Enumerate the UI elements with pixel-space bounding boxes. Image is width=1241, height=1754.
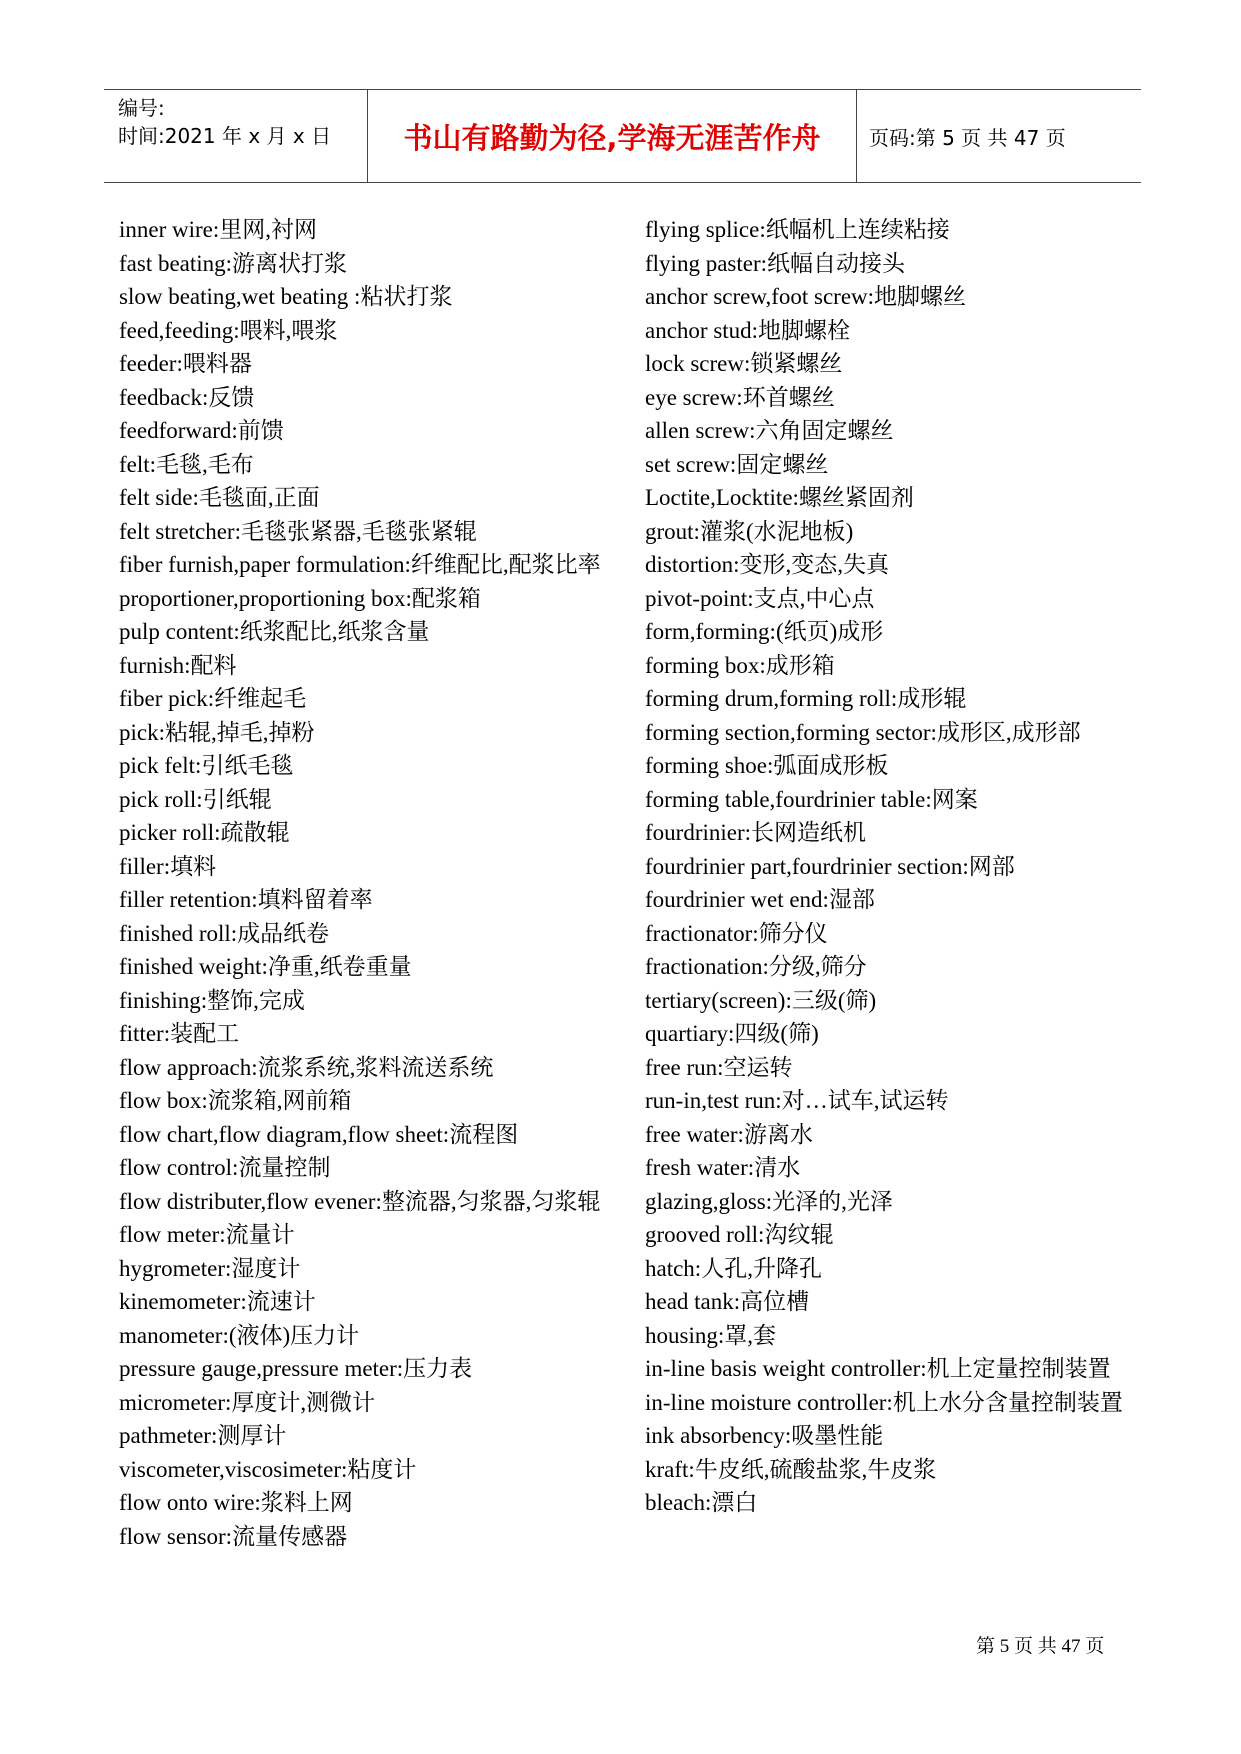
glossary-entry: flow distributer,flow evener:整流器,匀浆器,匀浆辊: [119, 1188, 601, 1214]
glossary-entry: allen screw:六角固定螺丝: [645, 418, 894, 443]
glossary-entry: grout:灌浆(水泥地板): [645, 518, 854, 544]
glossary-entry: feedback:反馈: [119, 384, 255, 410]
glossary-entry: kinemometer:流速计: [119, 1289, 316, 1314]
glossary-entry: hatch:人孔,升降孔: [645, 1255, 822, 1281]
glossary-entry: head tank:高位槽: [645, 1289, 810, 1314]
glossary-entry: flow box:流浆箱,网前箱: [119, 1088, 352, 1113]
glossary-entry: fiber furnish,paper formulation:纤维配比,配浆比率: [119, 552, 601, 577]
glossary-entry: run-in,test run:对…试车,试运转: [645, 1088, 949, 1113]
glossary-entry: manometer:(液体)压力计: [119, 1322, 360, 1348]
glossary-entry: glazing,gloss:光泽的,光泽: [645, 1188, 893, 1214]
glossary-entry: micrometer:厚度计,测微计: [119, 1389, 376, 1415]
glossary-entry: flow chart,flow diagram,flow sheet:流程图: [119, 1121, 519, 1147]
glossary-entry: housing:罩,套: [645, 1322, 776, 1348]
glossary-entry: distortion:变形,变态,失真: [645, 552, 890, 577]
glossary-entry: proportioner,proportioning box:配浆箱: [119, 585, 481, 611]
glossary-entry: lock screw:锁紧螺丝: [645, 351, 843, 376]
glossary-entry: fresh water:清水: [645, 1155, 801, 1180]
glossary-entry: fast beating:游离状打浆: [119, 250, 348, 276]
number-label: 编号:: [118, 96, 165, 120]
glossary-entry: filler:填料: [119, 853, 217, 879]
motto: 书山有路勤为径,学海无涯苦作舟: [367, 90, 857, 182]
glossary-entry: finished roll:成品纸卷: [119, 920, 330, 946]
glossary-entry: bleach:漂白: [645, 1490, 758, 1515]
glossary-entry: pulp content:纸浆配比,纸浆含量: [119, 619, 430, 644]
glossary-entry: felt:毛毯,毛布: [119, 451, 254, 477]
glossary-entry: hygrometer:湿度计: [119, 1255, 301, 1281]
glossary-entry: free water:游离水: [645, 1121, 813, 1147]
glossary-entry: feedforward:前馈: [119, 418, 284, 443]
glossary-entry: feed,feeding:喂料,喂浆: [119, 317, 338, 343]
glossary-entry: viscometer,viscosimeter:粘度计: [119, 1456, 417, 1482]
glossary-entry: fourdrinier part,fourdrinier section:网部: [645, 853, 1015, 879]
glossary-entry: set screw:固定螺丝: [645, 451, 829, 477]
glossary-entry: fractionator:筛分仪: [645, 920, 828, 946]
glossary-entry: flow approach:流浆系统,浆料流送系统: [119, 1054, 494, 1080]
glossary-entry: slow beating,wet beating :粘状打浆: [119, 284, 453, 309]
glossary-entry: free run:空运转: [645, 1054, 793, 1080]
glossary-entry: anchor screw,foot screw:地脚螺丝: [645, 284, 967, 309]
right-column: [645, 213, 1135, 1520]
glossary-entry: kraft:牛皮纸,硫酸盐浆,牛皮浆: [645, 1456, 937, 1482]
glossary-entry: pressure gauge,pressure meter:压力表: [119, 1356, 473, 1381]
glossary-entry: anchor stud:地脚螺栓: [645, 317, 851, 343]
glossary-entry: forming box:成形箱: [645, 652, 835, 678]
glossary-entry: in-line basis weight controller:机上定量控制装置: [645, 1356, 1111, 1381]
glossary-entry: flying paster:纸幅自动接头: [645, 250, 905, 276]
glossary-entry: ink absorbency:吸墨性能: [645, 1423, 884, 1448]
left-column: [119, 213, 607, 1553]
glossary-entry: quartiary:四级(筛): [645, 1021, 819, 1046]
glossary-entry: flow onto wire:浆料上网: [119, 1490, 353, 1515]
glossary-entry: picker roll:疏散辊: [119, 820, 290, 845]
glossary-entry: flow sensor:流量传感器: [119, 1523, 348, 1549]
glossary-entry: fiber pick:纤维起毛: [119, 686, 307, 711]
glossary-entry: Loctite,Locktite:螺丝紧固剂: [645, 485, 914, 510]
glossary-entry: fitter:装配工: [119, 1021, 240, 1046]
glossary-entry: filler retention:填料留着率: [119, 887, 373, 912]
header-page-number: 页码:第 5 页 共 47 页: [869, 125, 1066, 150]
glossary-entry: forming table,fourdrinier table:网案: [645, 786, 978, 812]
glossary-entry: fractionation:分级,筛分: [645, 954, 867, 979]
glossary-entry: finished weight:净重,纸卷重量: [119, 954, 412, 979]
glossary-entry: pick roll:引纸辊: [119, 786, 272, 812]
glossary-entry: pick:粘辊,掉毛,掉粉: [119, 719, 315, 745]
glossary-entry: grooved roll:沟纹辊: [645, 1222, 834, 1247]
glossary-entry: fourdrinier wet end:湿部: [645, 887, 875, 912]
glossary-entry: pathmeter:测厚计: [119, 1423, 287, 1448]
glossary-entry: forming drum,forming roll:成形辊: [645, 686, 967, 711]
glossary-entry: furnish:配料: [119, 652, 237, 678]
glossary-entry: forming shoe:弧面成形板: [645, 753, 889, 778]
glossary-entry: felt side:毛毯面,正面: [119, 485, 320, 510]
glossary-entry: fourdrinier:长网造纸机: [645, 820, 867, 845]
glossary-entry: form,forming:(纸页)成形: [645, 619, 884, 644]
header-meta: [104, 90, 367, 182]
page-header: [104, 89, 1141, 183]
glossary-entry: eye screw:环首螺丝: [645, 384, 835, 410]
glossary-entry: tertiary(screen):三级(筛): [645, 987, 877, 1013]
glossary-entry: inner wire:里网,衬网: [119, 217, 318, 242]
glossary-entry: felt stretcher:毛毯张紧器,毛毯张紧辊: [119, 518, 477, 544]
page-footer: 第 5 页 共 47 页: [976, 1636, 1105, 1657]
glossary-entry: forming section,forming sector:成形区,成形部: [645, 719, 1081, 745]
glossary-entry: feeder:喂料器: [119, 351, 252, 376]
glossary-entry: pivot-point:支点,中心点: [645, 585, 875, 611]
glossary-entry: in-line moisture controller:机上水分含量控制装置: [645, 1389, 1123, 1415]
glossary-entry: finishing:整饰,完成: [119, 987, 305, 1013]
glossary-entry: flying splice:纸幅机上连续粘接: [645, 217, 950, 242]
glossary-entry: flow meter:流量计: [119, 1222, 295, 1247]
glossary-entry: flow control:流量控制: [119, 1155, 331, 1180]
glossary-entry: pick felt:引纸毛毯: [119, 753, 294, 778]
time-label: 时间:2021 年 x 月 x 日: [118, 124, 332, 148]
